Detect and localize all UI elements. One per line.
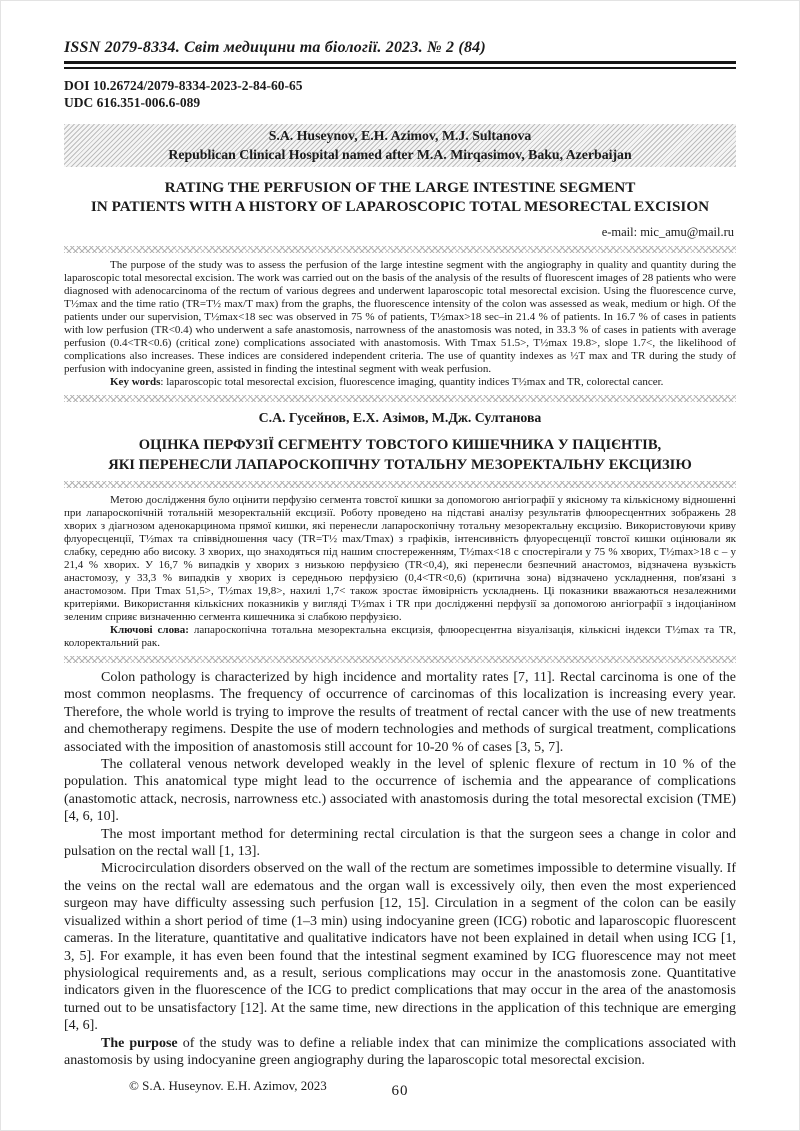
section-divider	[64, 395, 736, 402]
title-en-line1: RATING THE PERFUSION OF THE LARGE INTESTINE SEGMENT	[164, 179, 636, 196]
abstract-ua-body: Метою дослідження було оцінити перфузію сегмента товстої кишки за допомогою ангіографії у якісному та кількісному відношенні при лапароскопічній тотальній мезоректальній ексцизії. Роботу проведено на підставі аналізу результатів флюоресцентних зображень 28 хворих з діагнозом аденокарцинома прямої кишки, які перенесли лапароскопічну тотальну мезоректальну ексцизію. Використовуючи криву флуоресценції, T½max та співвідношення часу (TR=T½ max/Tmax) з графіків, інтенсивність флуоресценції товстої кишки оцінювали як слабку, середню або високу. З хворих, що знаходяться під нашим спостереженням, T½max<18 с спостерігали у 75 % хворих, T½max>18 с – у 21,4 % хворих. У 16,7 % випадків у хворих з низькою перфузією (TR<0,4), які перенесли безпечний анастомоз, відзначена вузькість анастомозу, у 33,3 % випадків у хворих із середньою перфузією (0,4<TR<0,6) (критична зона) відзначено ускладнення, пов'язані з анастомозом. При Tmax 51,5>, T½max 19,8>, нахилі 1,7< також зростає ймовірність ускладнень. Ці показники вважаються незалежними критеріями. Використання кількісних показників у вигляді T½max і TR при дослідженні перфузії за допомогою ангіографії з індоціаніном зеленим сприяє визначенню сегмента кишечника зі слабкою перфузією.	[64, 494, 736, 623]
doi-line: DOI 10.26724/2079-8334-2023-2-84-60-65	[64, 78, 303, 93]
body-paragraph: The collateral venous network developed weakly in the level of splenic flexure of rectum in 10 % of the population. This anatomical type might lead to the occurrence of ischemia and the appearance of complications (anastomotic attack, necrosis, narrowness etc.) associated with anastomosis during the total mesorectal excision (TME) [4, 6, 10].	[64, 757, 736, 825]
abstract-ua-keywords	[64, 624, 736, 650]
authors-banner	[64, 124, 736, 167]
udc-line: UDC 616.351-006.6-089	[64, 94, 201, 110]
article-title-en	[64, 178, 736, 216]
title-en-line2: IN PATIENTS WITH A HISTORY OF LAPAROSCOPIC TOTAL MESORECTAL EXCISION	[90, 198, 710, 215]
authors-ua: С.А. Гусейнов, Е.Х. Азімов, М.Дж. Султанова	[258, 410, 542, 425]
body-paragraph: The most important method for determining rectal circulation is that the surgeon sees a change in color and pulsation on the rectal wall [1, 13].	[64, 826, 736, 860]
title-ua-line2: ЯКІ ПЕРЕНЕСЛИ ЛАПАРОСКОПІЧНУ ТОТАЛЬНУ МЕЗОРЕКТАЛЬНУ ЕКСЦИЗІЮ	[108, 457, 692, 473]
article-title-ua	[64, 435, 736, 475]
article-meta	[64, 78, 736, 111]
page-footer	[64, 1078, 736, 1104]
abstract-en-keywords	[64, 376, 736, 389]
section-divider	[64, 246, 736, 253]
keywords-label-en: Key words	[110, 376, 161, 388]
keywords-label-ua: Ключові слова:	[110, 624, 189, 636]
body-paragraph: Microcirculation disorders observed on the wall of the rectum are sometimes impossible to determine visually. If the veins on the rectal wall are edematous and the organ wall is excessively oily, then even the most experienced surgeon may have difficulty assessing such perfusion [12, 15]. Circulation in a segment of the colon can be easily visualized within a short period of time (1–3 min) using indocyanine green (ICG) robotic and laparoscopic fluorescent cameras. In the literature, quantitative and qualitative indicators have not been explained in detail when using ICG [1, 3, 5]. For example, it has even been found that the intestinal segment examined by ICG fluorescence may not meet physiological requirements and, as a result, serious complications may occur in the anastomosis zone. Quantitative indicators given in the fluorescence of the ICG to predict complications that may occur in the area of the anastomosis turned out to be unsatisfactory [12]. At the same time, new directions in the application of this technique are emerging [4, 6].	[64, 861, 736, 1034]
authors-en: S.A. Huseynov, E.H. Azimov, M.J. Sultanova	[268, 128, 532, 143]
abstract-en-body: The purpose of the study was to assess the perfusion of the large intestine segment with the angiography in quality and quantity during the laparoscopic total mesorectal excision. The work was carried out on the basis of the analysis of the results of fluorescent images of 28 patients who were diagnosed with adenocarcinoma of the rectum of various degrees and underwent laparoscopic total mesorectal excision. Using the fluorescence curve, T½max and the time ratio (TR=T½ max/T max) from the graphs, the fluorescence intensity of the colon was assessed as weak, medium or high. Of the patients under our supervision, T½max<18 sec was observed in 75 % of patients, T½max>18 sec–in 21.4 % of patients. In 16.7 % of cases in patients with low perfusion (TR<0.4) who underwent a safe anastomosis, narrowness of the anastomosis was noted, in 33.3 % of cases in patients with average perfusion (0.4<TR<0.6) (critical zone) complications associated with anastomosis. With Tmax 51.5>, T½max 19.8>, slope 1.7<, the likelihood of complications also increases. These indices are considered independent criteria. The use of quantity indexes as ½T max and TR during the study of perfusion with indocyanine green, assisted in finding the intestinal segment with weak perfusion.	[64, 259, 736, 375]
article-body	[64, 669, 736, 1069]
section-divider	[64, 481, 736, 488]
purpose-lead: The purpose	[101, 1035, 178, 1051]
keywords-text-en: : laparoscopic total mesorectal excision, fluorescence imaging, quantity indices T½max and TR, colorectal cancer.	[160, 376, 664, 388]
affiliation-en: Republican Clinical Hospital named after M.A. Mirqasimov, Baku, Azerbaijan	[168, 147, 632, 162]
section-divider	[64, 656, 736, 663]
title-ua-line1: ОЦІНКА ПЕРФУЗІЇ СЕГМЕНТУ ТОВСТОГО КИШЕЧНИКА У ПАЦІЄНТІВ,	[138, 437, 662, 453]
body-paragraph-purpose	[64, 1035, 736, 1070]
journal-issn-header: ISSN 2079-8334. Світ медицини та біології. 2023. № 2 (84)	[64, 39, 486, 56]
abstract-ua	[64, 494, 736, 650]
email-line: e-mail: mic_amu@mail.ru	[601, 225, 734, 239]
keywords-text-ua: лапароскопічна тотальна мезоректальна ексцизія, флюоресцентна візуалізація, кількісні індекси T½max та TR, колоректальний рак.	[64, 624, 736, 649]
header-rule	[64, 61, 736, 69]
copyright-line: © S.A. Huseynov. E.H. Azimov, 2023	[129, 1078, 327, 1093]
purpose-rest: of the study was to define a reliable index that can minimize the complications associated with anastomosis by using indocyanine green angiography during the laparoscopic total mesorectal excision.	[64, 1035, 736, 1068]
page-number: 60	[391, 1083, 409, 1099]
body-paragraph: Colon pathology is characterized by high incidence and mortality rates [7, 11]. Rectal carcinoma is one of the most common neoplasms. The frequency of occurrence of carcinomas of this localization is increasing every year. Therefore, the whole world is trying to improve the results of treatment of rectal cancer with the use of new treatments and chemotherapy regimens. Despite the use of modern technologies and methods of surgical treatment, complications associated with the imposition of anastomosis still account for 10-20 % of cases [3, 5, 7].	[64, 670, 736, 755]
abstract-en	[64, 259, 736, 389]
